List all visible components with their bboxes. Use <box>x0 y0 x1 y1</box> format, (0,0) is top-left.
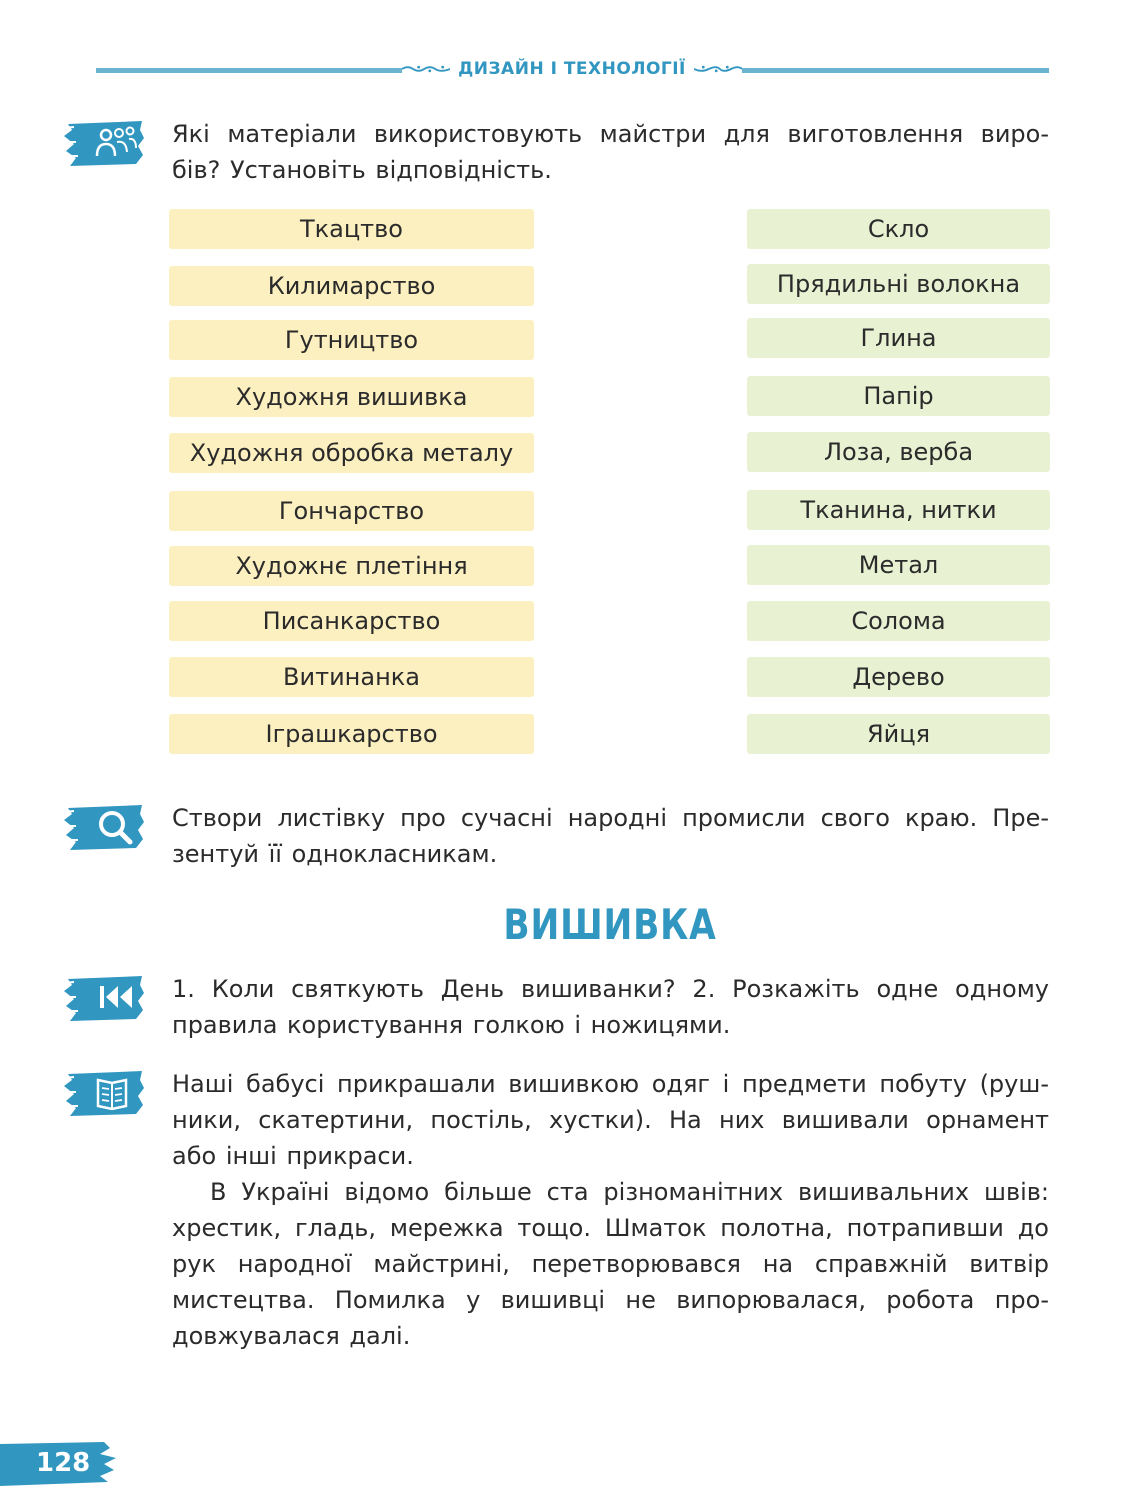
section-name: ДИЗАЙН І ТЕХНОЛОГІЇ <box>458 59 686 79</box>
ornament-left-icon <box>402 64 450 74</box>
section-title: ВИШИВКА <box>503 900 717 949</box>
craft-item[interactable]: Гончарство <box>171 491 532 531</box>
task-match-question: Які матеріали використовують майстри для виготовлення виро- бів? Установіть відповідність. <box>172 120 1049 184</box>
running-header <box>402 54 742 84</box>
material-item[interactable]: Глина <box>749 318 1048 358</box>
craft-item[interactable]: Витинанка <box>171 657 532 697</box>
book-icon <box>64 1068 144 1118</box>
reading-text: Наші бабусі прикрашали вишивкою одяг і предмети побуту (руш- ники, скатертини, постіль, хустки). На них вишивали орнамент або інші прикраси. В Україні відомо більше ста різноманітних вишивальних швів: хрестик, гладь, мережка тощо. Шматок полотна, потрапивши до рук народної майстрині, перетворювався на справжній витвір мистецтва. Помилка у вишивці не випорювалася, робота про- довжувалася далі. <box>172 1070 1049 1350</box>
material-item[interactable]: Папір <box>749 376 1048 416</box>
magnifier-icon <box>64 802 144 852</box>
ornament-right-icon <box>694 64 742 74</box>
craft-item[interactable]: Ткацтво <box>171 209 532 249</box>
craft-item[interactable]: Художня обробка металу <box>171 433 532 473</box>
craft-item[interactable]: Килимарство <box>171 266 532 306</box>
material-item[interactable]: Метал <box>749 545 1048 585</box>
group-discussion-icon <box>64 118 144 168</box>
task-postcard: Створи листівку про сучасні народні промисли свого краю. Пре- зентуй її однокласникам. <box>172 804 1049 868</box>
material-item[interactable]: Дерево <box>749 657 1048 697</box>
material-item[interactable]: Тканина, нитки <box>749 490 1048 530</box>
task-recall: 1. Коли святкують День вишиванки? 2. Розкажіть одне одному правила користування голкою і ножицями. <box>172 975 1049 1039</box>
material-item[interactable]: Яйця <box>749 714 1048 754</box>
material-item[interactable]: Прядильні волокна <box>749 264 1048 304</box>
craft-item[interactable]: Художня вишивка <box>171 377 532 417</box>
craft-item[interactable]: Гутництво <box>171 320 532 360</box>
craft-item[interactable]: Художнє плетіння <box>171 546 532 586</box>
material-item[interactable]: Солома <box>749 601 1048 641</box>
rewind-icon <box>64 973 144 1023</box>
craft-item[interactable]: Писанкарство <box>171 601 532 641</box>
material-item[interactable]: Лоза, верба <box>749 432 1048 472</box>
craft-item[interactable]: Іграшкарство <box>171 714 532 754</box>
page-number: 128 <box>36 1448 91 1478</box>
material-item[interactable]: Скло <box>749 209 1048 249</box>
